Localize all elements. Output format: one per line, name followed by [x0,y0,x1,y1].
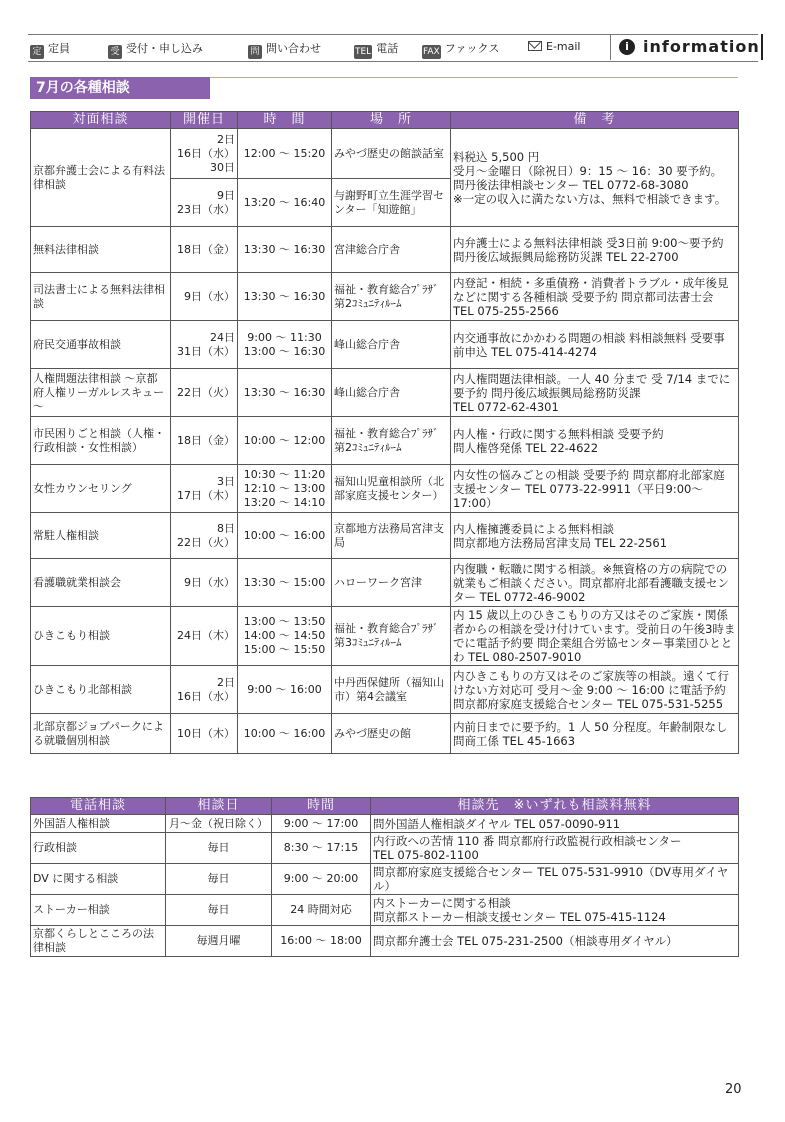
legend-fax: FAX ファックス [423,42,500,57]
consultation-date: 9日（水） [171,273,238,321]
consultation-time: 13:30 ～ 16:30 [238,227,332,273]
consultation-time: 13:00 ～ 13:50 14:00 ～ 14:50 15:00 ～ 15:50 [238,607,332,666]
table-row [31,864,739,895]
table-row [31,714,739,754]
consultation-date: 18日（金） [171,417,238,465]
phone-consultation-contact: 内行政への苦情 110 番 問京都府行政監視行政相談センター TEL 075-802-1100 [371,833,739,864]
legend-inquiry: 問 問い合わせ [248,40,321,59]
consultation-name: 常駐人権相談 [31,513,171,559]
consultation-name: 女性カウンセリング [31,465,171,513]
phone-consultation-name: 行政相談 [31,833,166,864]
consultation-note: 内人権擁護委員による無料相談 問京都地方法務局宮津支局 TEL 22-2561 [451,513,739,559]
consultation-place: 中丹西保健所（福知山市）第4会議室 [332,666,451,714]
phone-consultation-time: 8:30 ～ 17:15 [272,833,371,864]
consultation-time: 13:30 ～ 15:00 [238,559,332,607]
legend-phone: TEL 電話 [355,42,399,57]
phone-consultation-contact: 問外国語人権相談ダイヤル TEL 057-0090-911 [371,815,739,833]
consultation-place: 宮津総合庁舎 [332,227,451,273]
table-row [31,607,739,666]
consultation-time: 9:00 ～ 16:00 [238,666,332,714]
consultation-place: 福祉・教育総合ﾌﾟﾗｻﾞ第3ｺﾐｭﾆﾃｨﾙｰﾑ [332,607,451,666]
consultation-date: 2日 16日（水） [171,666,238,714]
col-header-consultation: 対面相談 [31,112,171,129]
consultation-date: 24日（木） [171,607,238,666]
table-row [31,273,739,321]
consultation-name: ひきこもり北部相談 [31,666,171,714]
table-row [31,465,739,513]
consultation-name: 看護職就業相談会 [31,559,171,607]
section-title: 7月の各種相談 [30,77,210,99]
table-row [31,513,739,559]
consultation-date: 18日（金） [171,227,238,273]
legend-reception: 受 受付・申し込み [108,40,203,59]
col-header-place: 場 所 [332,112,451,129]
phone-consultation-contact: 問京都府家庭支援総合センター TEL 075-531-9910（DV専用ダイヤル） [371,864,739,895]
information-header [610,34,759,60]
table-row [31,417,739,465]
consultation-place: 与謝野町立生涯学習センター「知遊館」 [332,179,451,227]
consultation-time: 10:00 ～ 12:00 [238,417,332,465]
table-row [31,926,739,957]
consultation-name: 北部京都ジョブパークによる就職個別相談 [31,714,171,754]
consultation-place: 福祉・教育総合ﾌﾟﾗｻﾞ第2ｺﾐｭﾆﾃｨﾙｰﾑ [332,417,451,465]
mail-icon [528,41,542,51]
section-rule [210,77,738,99]
consultation-note: 内 15 歳以上のひきこもりの方又はそのご家族・関係者からの相談を受け付けています。受前日の午後3時までに電話予約要 問企業組合労協センター事業団ひととわ TEL 080-2507-9010 [451,607,739,666]
consultation-time: 12:00 ～ 15:20 [238,129,332,179]
consultation-time: 10:30 ～ 11:20 12:10 ～ 13:00 13:20 ～ 14:10 [238,465,332,513]
phone-consultation-table [30,797,739,957]
page-number: 20 [725,1082,742,1097]
consultation-place: 福祉・教育総合ﾌﾟﾗｻﾞ第2ｺﾐｭﾆﾃｨﾙｰﾑ [332,273,451,321]
phone-consultation-contact: 問京都弁護士会 TEL 075-231-2500（相談専用ダイヤル） [371,926,739,957]
consultation-note: 内人権問題法律相談。一人 40 分まで 受 7/14 までに要予約 問丹後広域振興局総務防災課 TEL 0772-62-4301 [451,369,739,417]
consultation-name: 司法書士による無料法律相談 [31,273,171,321]
consultation-name: ひきこもり相談 [31,607,171,666]
col-header-day: 相談日 [166,798,272,815]
phone-consultation-time: 16:00 ～ 18:00 [272,926,371,957]
consultation-place: 峰山総合庁舎 [332,321,451,369]
consultation-name: 人権問題法律相談 ～京都府人権リーガルレスキュー～ [31,369,171,417]
consultation-name: 市民困りごと相談（人権・行政相談・女性相談） [31,417,171,465]
consultation-time: 13:30 ～ 16:30 [238,273,332,321]
col-header-time: 時 間 [238,112,332,129]
phone-consultation-time: 9:00 ～ 20:00 [272,864,371,895]
table-row [31,895,739,926]
consultation-note: 料税込 5,500 円 受月～金曜日（除祝日）9：15 ～ 16：30 要予約。 問丹後法律相談センター TEL 0772-68-3080 ※一定の収入に満たない方は、無料で相談できます。 [451,129,739,227]
phone-consultation-name: 外国語人権相談 [31,815,166,833]
table-row [31,369,739,417]
consultation-date: 10日（木） [171,714,238,754]
consultation-time: 13:20 ～ 16:40 [238,179,332,227]
consultation-note: 内交通事故にかかわる問題の相談 料相談無料 受要事前申込 TEL 075-414-4274 [451,321,739,369]
consultation-note: 内人権・行政に関する無料相談 受要予約 問人権啓発係 TEL 22-4622 [451,417,739,465]
phone-consultation-contact: 内ストーカーに関する相談 問京都ストーカー相談支援センター TEL 075-415-1124 [371,895,739,926]
col-header-date: 開催日 [171,112,238,129]
consultation-date: 2日 16日（水） 30日 [171,129,238,179]
consultation-place: みやづ歴史の館 [332,714,451,754]
col-header-phone-consultation: 電話相談 [31,798,166,815]
consultation-place: 峰山総合庁舎 [332,369,451,417]
consultation-date: 9日 23日（水） [171,179,238,227]
capacity-icon: 定 [30,45,44,59]
table-header-row [31,112,739,129]
consultation-name: 京都弁護士会による有料法律相談 [31,129,171,227]
consultation-name: 無料法律相談 [31,227,171,273]
table-row [31,833,739,864]
phone-consultation-day: 毎日 [166,895,272,926]
phone-consultation-name: ストーカー相談 [31,895,166,926]
phone-icon: TEL [355,47,372,57]
consultation-date: 3日 17日（木） [171,465,238,513]
consultation-date: 9日（水） [171,559,238,607]
consultation-note: 内弁護士による無料法律相談 受3日前 9:00～要予約 問丹後広域振興局総務防災課 TEL 22-2700 [451,227,739,273]
consultation-date: 22日（火） [171,369,238,417]
table-row [31,129,739,179]
consultation-note: 内登記・相続・多重債務・消費者トラブル・成年後見などに関する各種相談 受要予約 問京都司法書士会 TEL 075-255-2566 [451,273,739,321]
table-row [31,321,739,369]
table-row [31,559,739,607]
phone-consultation-name: 京都くらしとこころの法律相談 [31,926,166,957]
phone-consultation-time: 24 時間対応 [272,895,371,926]
phone-consultation-day: 毎週月曜 [166,926,272,957]
consultation-place: ハローワーク宮津 [332,559,451,607]
consultation-time: 10:00 ～ 16:00 [238,714,332,754]
legend-email: E-mail [528,40,581,53]
consultation-place: みやづ歴史の館談話室 [332,129,451,179]
phone-consultation-day: 毎日 [166,864,272,895]
header-end-bar [761,34,763,60]
fax-icon: FAX [423,47,440,57]
reception-icon: 受 [108,45,122,59]
consultation-time: 9:00 ～ 11:30 13:00 ～ 16:30 [238,321,332,369]
phone-consultation-name: DV に関する相談 [31,864,166,895]
consultation-place: 福知山児童相談所（北部家庭支援センター） [332,465,451,513]
legend-capacity: 定 定員 [30,40,70,59]
table-row [31,227,739,273]
consultation-note: 内ひきこもりの方又はそのご家族等の相談。遠くて行けない方対応可 受月～金 9:00 ～ 16:00 に電話予約 問京都府家庭支援総合センター TEL 075-531-5255 [451,666,739,714]
consultation-date: 8日 22日（火） [171,513,238,559]
consultation-date: 24日 31日（木） [171,321,238,369]
consultation-name: 府民交通事故相談 [31,321,171,369]
in-person-consultation-table [30,111,739,754]
inquiry-icon: 問 [248,45,262,59]
consultation-place: 京都地方法務局宮津支局 [332,513,451,559]
consultation-note: 内復職・転職に関する相談。※無資格の方の病院での就業もご相談ください。問京都府北部看護職支援センター TEL 0772-46-9002 [451,559,739,607]
col-header-contact: 相談先 ※いずれも相談料無料 [371,798,739,815]
phone-consultation-day: 月～金（祝日除く） [166,815,272,833]
col-header-time: 時間 [272,798,371,815]
phone-consultation-time: 9:00 ～ 17:00 [272,815,371,833]
consultation-time: 13:30 ～ 16:30 [238,369,332,417]
consultation-note: 内前日までに要予約。1 人 50 分程度。年齢制限なし 問商工係 TEL 45-1663 [451,714,739,754]
consultation-time: 10:00 ～ 16:00 [238,513,332,559]
table-row [31,815,739,833]
col-header-note: 備 考 [451,112,739,129]
table-row [31,666,739,714]
consultation-note: 内女性の悩みごとの相談 受要予約 問京都府北部家庭支援センター TEL 0773-22-9911（平日9:00～17:00） [451,465,739,513]
phone-consultation-day: 毎日 [166,833,272,864]
information-label: information [643,37,760,56]
info-icon: i [619,39,635,55]
table-header-row [31,798,739,815]
